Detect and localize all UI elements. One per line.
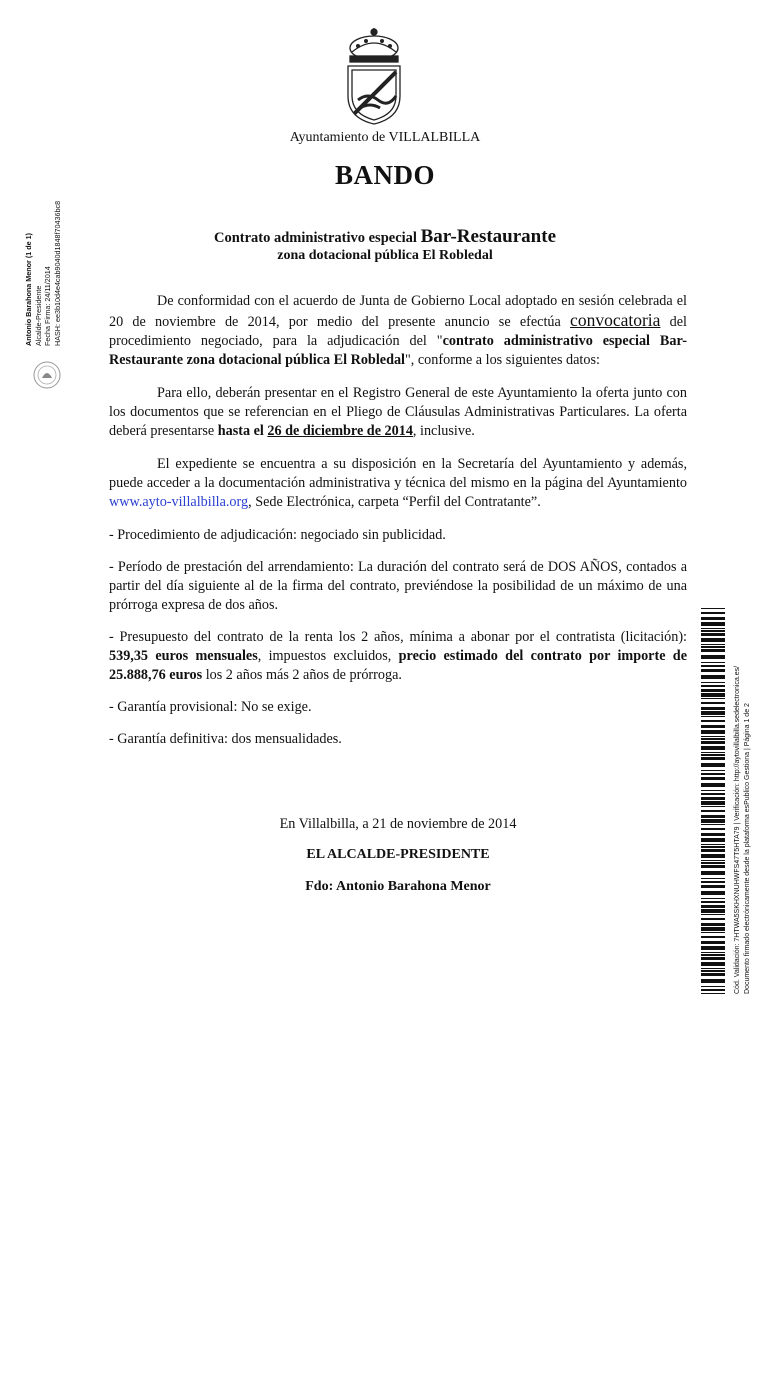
barcode-stripe [701, 979, 725, 983]
barcode-stripe [701, 810, 725, 812]
barcode-stripe [701, 655, 725, 659]
barcode-stripe [701, 711, 725, 715]
barcode-stripe [701, 675, 725, 679]
barcode-stripe [701, 783, 725, 787]
signature-stamp-text [24, 196, 62, 346]
monthly-amount: 539,35 euros mensuales [109, 648, 258, 664]
barcode-stripe [701, 633, 725, 636]
signature-stamp [24, 196, 68, 346]
item-presupuesto [109, 628, 687, 685]
barcode-stripe [701, 693, 725, 697]
barcode-stripe [701, 698, 725, 699]
signature-date: En Villalbilla, a 21 de noviembre de 2014 [279, 816, 517, 832]
website-link[interactable]: www.ayto-villalbilla.org [109, 494, 249, 510]
deadline-prefix: hasta el [217, 423, 268, 439]
barcode-stripe [701, 878, 725, 879]
estimated-price: precio estimado del contrato por importe de 25.888,76 euros [109, 648, 687, 683]
barcode-stripe [701, 927, 725, 931]
barcode-stripe [701, 923, 725, 926]
barcode-stripe [701, 689, 725, 692]
item-garantia-definitiva: - Garantía definitiva: dos mensualidades. [109, 731, 342, 747]
barcode-stripe [701, 644, 725, 645]
barcode-stripe [701, 649, 725, 652]
item-periodo: - Período de prestación del arrendamiento: La duración del contrato será de DOS AÑOS, contados a partir del día siguiente al de la firma del contrato, previéndose la posibilidad de un máximo de una prórroga expresa de dos años. [109, 559, 687, 613]
barcode-stripe [701, 793, 725, 795]
barcode-stripe [701, 849, 725, 852]
barcode-stripe [701, 738, 725, 740]
barcode-stripe [701, 746, 725, 750]
barcode-stripe [701, 819, 725, 823]
barcode-stripe [701, 989, 725, 991]
barcode-stripe [701, 952, 725, 953]
stamp-line: Alcalde-Presidente [33, 285, 43, 346]
barcode-stripe [701, 918, 725, 920]
barcode-stripe [701, 824, 725, 825]
barcode-stripe [701, 630, 725, 632]
barcode-stripe [701, 828, 725, 830]
barcode-stripe [701, 777, 725, 780]
barcode-stripe [701, 741, 725, 744]
barcode-stripe [701, 612, 725, 614]
subtitle-emphasis: Bar-Restaurante [420, 226, 557, 247]
barcode-stripe [701, 707, 725, 710]
barcode-stripe [701, 797, 725, 800]
barcode-stripe [701, 881, 725, 883]
barcode-stripe [701, 898, 725, 899]
barcode-stripe [701, 846, 725, 848]
item-procedimiento: - Procedimiento de adjudicación: negociado sin publicidad. [109, 527, 446, 543]
barcode-stripe [701, 986, 725, 987]
text: del procedimiento negociado, para la adjudicación del " [109, 314, 687, 349]
barcode-stripe [701, 801, 725, 805]
barcode-stripe [701, 914, 725, 915]
barcode-stripe [701, 773, 725, 775]
barcode-stripe [701, 844, 725, 845]
barcode-stripe [701, 968, 725, 969]
barcode-stripe [701, 957, 725, 960]
stamp-line: HASH: ee3b10d4e4cab9040d1848f70436bc8 [52, 200, 62, 346]
city-council-name: Ayuntamiento de VILLALBILLA [289, 130, 481, 145]
text: El expediente se encuentra a su disposición en la Secretaría del Ayuntamiento y además, puede acceder a la documentación administrativa y técnica del mismo en la página del Ayuntamiento [109, 456, 687, 491]
barcode-stripe [701, 720, 725, 722]
text: los 2 años más 2 años de prórroga. [202, 667, 402, 683]
subtitle-line2: zona dotacional pública El Robledal [277, 248, 493, 263]
stamp-line: Antonio Barahona Menor (1 de 1) [24, 232, 33, 346]
barcode-stripe [701, 622, 725, 626]
barcode-stripe [701, 665, 725, 667]
page-title: BANDO [334, 160, 435, 190]
barcode-stripe [701, 905, 725, 908]
barcode-stripe [701, 662, 725, 663]
barcode-stripe [701, 871, 725, 875]
barcode-stripe [701, 790, 725, 791]
validation-note [733, 665, 770, 1374]
barcode-stripe [701, 716, 725, 717]
barcode-stripe [701, 682, 725, 683]
barcode-stripe [701, 936, 725, 938]
validation-line: Cód. Validación: 7HTWA5SKHXNUHWFS47T5HTA79 | Verificación: http://aytovillalbilla.sedelectronica.es/ [734, 665, 741, 994]
emphasis-convocatoria: convocatoria [570, 310, 661, 330]
validation-note-text [733, 614, 752, 994]
barcode-stripe [701, 993, 725, 994]
text: , inclusive. [412, 423, 475, 439]
barcode-icon [701, 608, 725, 994]
barcode-stripe [701, 833, 725, 836]
barcode-stripe [701, 946, 725, 950]
text: , Sede Electrónica, carpeta “Perfil del Contratante”. [248, 494, 541, 510]
barcode-stripe [701, 860, 725, 861]
barcode-stripe [701, 646, 725, 648]
contract-name: contrato administrativo especial Bar-Restaurante zona dotacional pública El Robledal [109, 333, 687, 368]
barcode-stripe [701, 685, 725, 687]
text: ", conforme a los siguientes datos: [405, 352, 600, 368]
paragraph-expediente [109, 455, 687, 512]
barcode-stripe [701, 885, 725, 888]
barcode-stripe [701, 954, 725, 956]
document-body [109, 292, 687, 749]
barcode-stripe [701, 815, 725, 818]
barcode-stripe [701, 730, 725, 734]
text: - Presupuesto del contrato de la renta los 2 años, mínima a abonar por el contratista (licitación): [109, 629, 687, 645]
signature-role: EL ALCALDE-PRESIDENTE [306, 847, 490, 862]
item-garantia-provisional: - Garantía provisional: No se exige. [109, 699, 312, 715]
barcode-stripe [701, 725, 725, 728]
barcode-stripe [701, 901, 725, 903]
barcode-stripe [701, 962, 725, 966]
seal-icon [32, 360, 62, 390]
barcode-stripe [701, 617, 725, 620]
barcode-stripe [701, 757, 725, 760]
text: , impuestos excluidos, [257, 648, 399, 664]
subtitle [0, 226, 770, 248]
barcode-stripe [701, 932, 725, 933]
validation-line: Documento firmado electrónicamente desde la plataforma esPublico Gestiona | Página 1 de 2 [743, 703, 751, 994]
barcode-stripe [701, 941, 725, 944]
deadline-date: 26 de diciembre de 2014 [267, 423, 413, 439]
barcode-stripe [701, 806, 725, 807]
barcode-stripe [701, 754, 725, 756]
coat-of-arms-icon [338, 26, 410, 126]
barcode-stripe [701, 702, 725, 704]
text: De conformidad con el acuerdo de Junta de Gobierno Local adoptado en sesión celebrada el 20 de noviembre de 2014, por medio del presente anuncio se efectúa [109, 293, 687, 330]
barcode-stripe [701, 865, 725, 868]
barcode-stripe [701, 638, 725, 642]
barcode-stripe [701, 669, 725, 672]
barcode-stripe [701, 909, 725, 913]
barcode-stripe [701, 970, 725, 972]
barcode-stripe [701, 628, 725, 629]
barcode-stripe [701, 891, 725, 895]
signature-name: Fdo: Antonio Barahona Menor [305, 879, 491, 894]
barcode-stripe [701, 838, 725, 842]
barcode-stripe [701, 854, 725, 858]
text: Para ello, deberán presentar en el Registro General de este Ayuntamiento la oferta junto con los documentos que se referencian en el Pliego de Cláusulas Administrativas Particulares. La oferta deberá presentarse [109, 385, 687, 439]
barcode-stripe [701, 973, 725, 976]
paragraph-deadline [109, 384, 687, 441]
barcode-stripe [701, 608, 725, 609]
subtitle-prefix: Contrato administrativo especial [213, 230, 421, 246]
stamp-line: Fecha Firma: 24/11/2014 [43, 266, 52, 346]
barcode-stripe [701, 862, 725, 864]
barcode-stripe [701, 763, 725, 767]
barcode-stripe [701, 752, 725, 753]
barcode-stripe [701, 736, 725, 737]
paragraph-intro [109, 292, 687, 370]
barcode-stripe [701, 770, 725, 771]
